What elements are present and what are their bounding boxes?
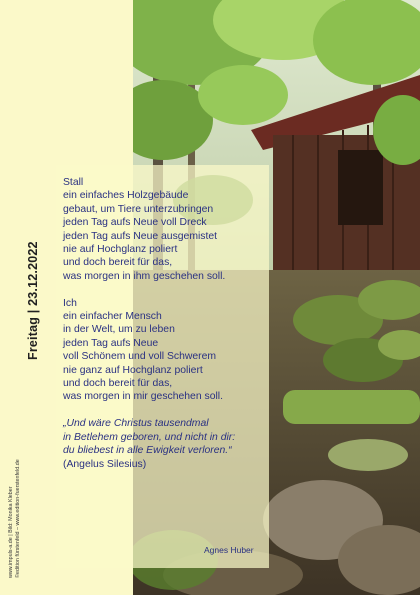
quote-line: „Und wäre Christus tausendmal xyxy=(63,418,209,430)
credits-line-1: www.impuls-a.de | Bild: Monika Kleber xyxy=(8,486,14,578)
quote-line: du bliebest in alle Ewigkeit verloren.“ xyxy=(63,445,232,457)
poem-line: Stall xyxy=(63,177,84,188)
quote-block xyxy=(63,417,278,471)
poem-line: in der Welt, um zu leben xyxy=(63,324,175,336)
poem-line: voll Schönem und voll Schwerem xyxy=(63,351,217,363)
poem-line: jeden Tag aufs Neue ausgemistet xyxy=(63,230,218,242)
credits-line-2: ©edition fürstenfeld – www.edition-fuerstenfeld.de xyxy=(15,459,21,578)
poem-line: jeden Tag aufs Neue xyxy=(63,337,159,349)
poem-line: jeden Tag aufs Neue voll Dreck xyxy=(63,217,207,229)
poem-line: was morgen in mir geschehen soll. xyxy=(63,391,223,403)
poem-line: ein einfaches Holzgebäude xyxy=(63,190,189,202)
poem-line: gebaut, um Tiere unterzubringen xyxy=(63,203,214,215)
author-name: Agnes Huber xyxy=(204,545,254,555)
poem xyxy=(63,176,278,471)
poem-line: und doch bereit für das, xyxy=(63,257,173,269)
poem-line: ein einfacher Mensch xyxy=(63,311,162,323)
quote-line: in Betlehem geboren, und nicht in dir: xyxy=(63,431,236,443)
poem-line: was morgen in ihm geschehen soll. xyxy=(63,270,226,282)
poem-line: nie auf Hochglanz poliert xyxy=(63,244,178,256)
poem-stanza-2 xyxy=(63,297,278,404)
poem-stanza-1 xyxy=(63,176,278,283)
quote-source: (Angelus Silesius) xyxy=(63,458,147,470)
date-label: Freitag | 23.12.2022 xyxy=(26,241,40,360)
poem-line: und doch bereit für das, xyxy=(63,378,173,390)
poem-line: nie ganz auf Hochglanz poliert xyxy=(63,364,203,376)
image-credits xyxy=(8,459,22,578)
poem-line: Ich xyxy=(63,297,77,309)
